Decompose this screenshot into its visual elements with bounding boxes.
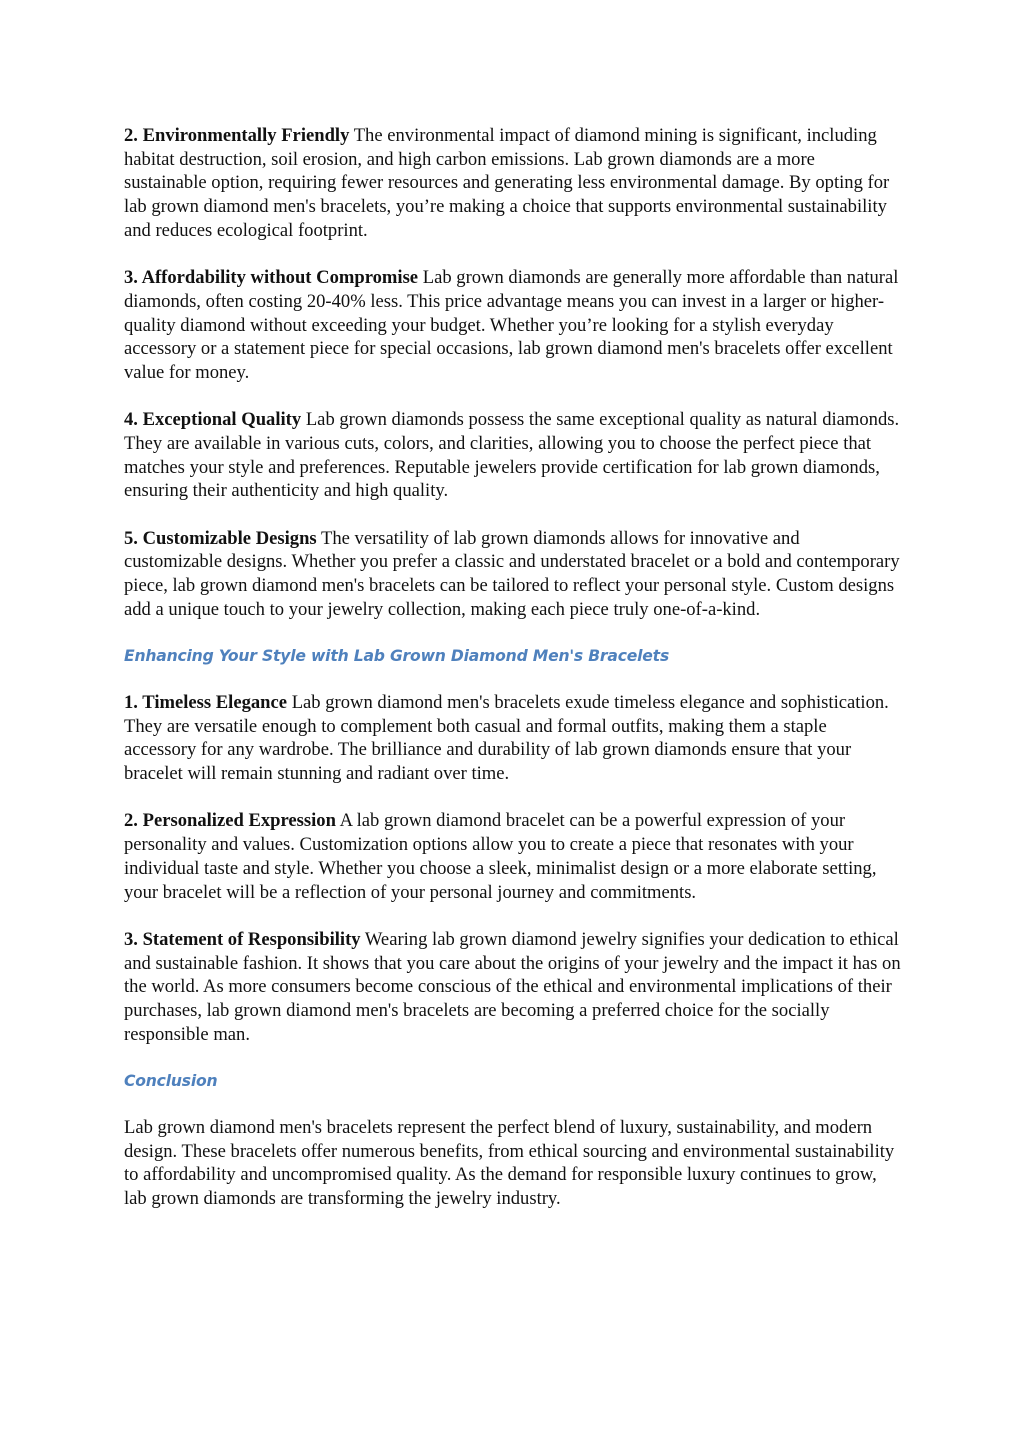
section-heading-enhancing-style: Enhancing Your Style with Lab Grown Diamond Men's Bracelets [124,647,670,666]
paragraph-body: The environmental impact of diamond mining is significant, including habitat destruction, soil erosion, and high carbon emissions. Lab grown diamonds are a more sustainable option, requiring fewer resources and generating less environmental damage. By opting for lab grown diamond men's bracelets, you’re making a choice that supports environmental sustainability and reduces ecological footprint. [124,125,890,241]
section-heading-conclusion: Conclusion [124,1071,218,1090]
paragraph-statement-of-responsibility [124,928,902,1047]
paragraph-customizable-designs [124,527,902,622]
document-page [124,124,902,1234]
paragraph-conclusion [124,1116,902,1211]
paragraph-body: Lab grown diamond men's bracelets represent the perfect blend of luxury, sustainability, and modern design. These bracelets offer numerous benefits, from ethical sourcing and environmental sustainability to affordability and uncompromised quality. As the demand for responsible luxury continues to grow, lab grown diamonds are transforming the jewelry industry. [124,1116,895,1210]
paragraph-title: 5. Customizable Designs [124,527,317,549]
paragraph-title: 3. Affordability without Compromise [124,267,419,289]
paragraph-body: Wearing lab grown diamond jewelry signifies your dedication to ethical and sustainable fashion. It shows that you care about the origins of your jewelry and the impact it has on the world. As more consumers become conscious of the ethical and environmental implications of their purchases, lab grown diamond men's bracelets are becoming a preferred choice for the socially responsible man. [124,928,901,1045]
paragraph-body: Lab grown diamonds are generally more affordable than natural diamonds, often costing 20-40% less. This price advantage means you can invest in a larger or higher-quality diamond without exceeding your budget. Whether you’re looking for a stylish everyday accessory or a statement piece for special occasions, lab grown diamond men's bracelets offer excellent value for money. [124,267,899,383]
paragraph-body: A lab grown diamond bracelet can be a powerful expression of your personality and values. Customization options allow you to create a piece that resonates with your individual taste and style. Whether you choose a sleek, minimalist design or a more elaborate setting, your bracelet will be a reflection of your personal journey and commitments. [124,810,877,903]
paragraph-title: 4. Exceptional Quality [124,409,302,431]
paragraph-title: 3. Statement of Responsibility [124,928,361,950]
paragraph-title: 1. Timeless Elegance [124,692,288,714]
paragraph-exceptional-quality [124,408,902,503]
paragraph-body: Lab grown diamond men's bracelets exude timeless elegance and sophistication. They are versatile enough to complement both casual and formal outfits, making them a staple accessory for any wardrobe. The brilliance and durability of lab grown diamonds ensure that your bracelet will remain stunning and radiant over time. [124,692,889,785]
paragraph-body: Lab grown diamonds possess the same exceptional quality as natural diamonds. They are available in various cuts, colors, and clarities, allowing you to choose the perfect piece that matches your style and preferences. Reputable jewelers provide certification for lab grown diamonds, ensuring their authenticity and high quality. [124,409,900,502]
paragraph-timeless-elegance [124,691,902,786]
paragraph-title: 2. Environmentally Friendly [124,125,350,146]
paragraph-body: The versatility of lab grown diamonds allows for innovative and customizable designs. Whether you prefer a classic and understated bracelet or a bold and contemporary piece, lab grown diamond men's bracelets can be tailored to reflect your personal style. Custom designs add a unique touch to your jewelry collection, making each piece truly one-of-a-kind. [124,527,900,620]
paragraph-affordability [124,266,902,385]
paragraph-personalized-expression [124,809,902,904]
paragraph-title: 2. Personalized Expression [124,810,336,832]
paragraph-environmentally-friendly [124,124,902,243]
